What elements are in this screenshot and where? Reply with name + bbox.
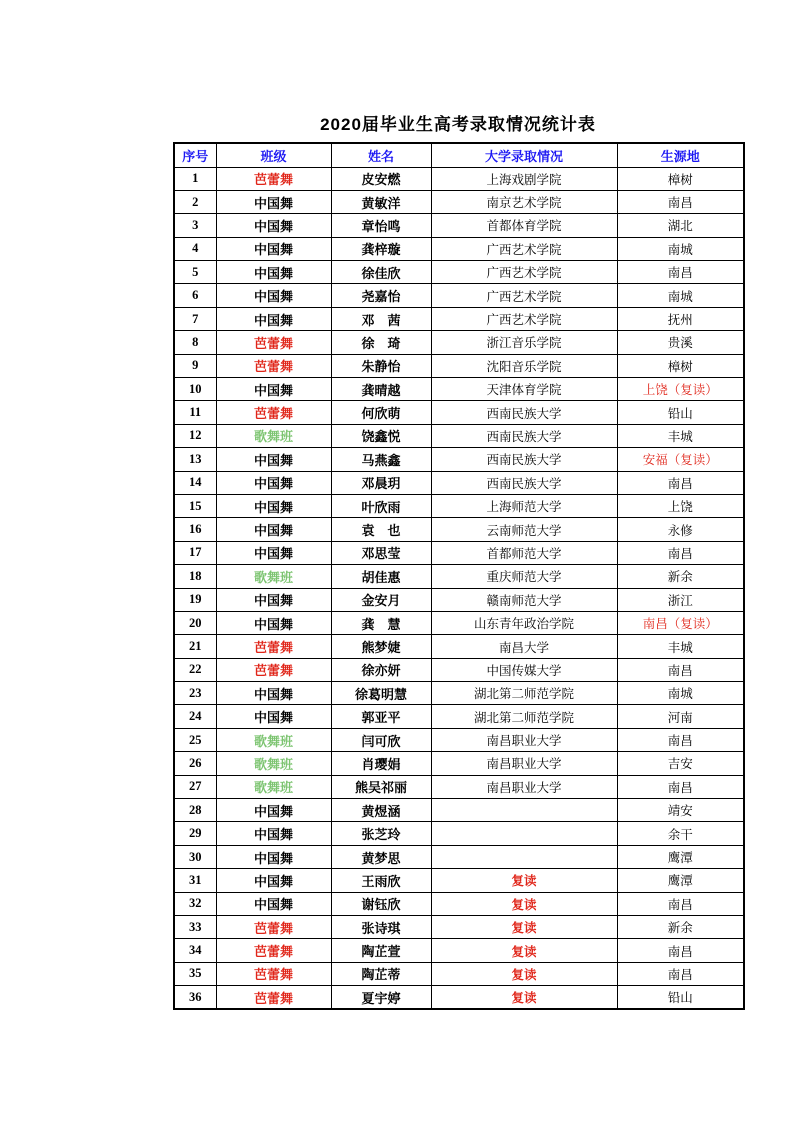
cell-name: 郭亚平 bbox=[331, 705, 431, 728]
admission-table bbox=[173, 142, 745, 1010]
cell-class: 中国舞 bbox=[216, 682, 331, 705]
cell-name: 邓思莹 bbox=[331, 541, 431, 564]
cell-serial: 9 bbox=[174, 354, 216, 377]
table-row bbox=[174, 986, 744, 1009]
cell-serial: 11 bbox=[174, 401, 216, 424]
table-row bbox=[174, 448, 744, 471]
cell-class: 中国舞 bbox=[216, 822, 331, 845]
cell-serial: 26 bbox=[174, 752, 216, 775]
table-row bbox=[174, 378, 744, 401]
cell-class: 中国舞 bbox=[216, 471, 331, 494]
cell-class: 芭蕾舞 bbox=[216, 986, 331, 1009]
cell-origin: 浙江 bbox=[617, 588, 744, 611]
cell-class: 中国舞 bbox=[216, 307, 331, 330]
table-row bbox=[174, 190, 744, 213]
table-row bbox=[174, 565, 744, 588]
table-body bbox=[174, 167, 744, 1009]
cell-name: 陶芷蒂 bbox=[331, 962, 431, 985]
table-row bbox=[174, 401, 744, 424]
cell-origin: 吉安 bbox=[617, 752, 744, 775]
page-title: 2020届毕业生高考录取情况统计表 bbox=[320, 115, 596, 134]
cell-serial: 33 bbox=[174, 916, 216, 939]
cell-admission: 西南民族大学 bbox=[431, 448, 617, 471]
cell-origin: 安福（复读） bbox=[617, 448, 744, 471]
cell-admission: 湖北第二师范学院 bbox=[431, 705, 617, 728]
cell-origin: 鹰潭 bbox=[617, 869, 744, 892]
cell-admission: 西南民族大学 bbox=[431, 471, 617, 494]
cell-class: 中国舞 bbox=[216, 378, 331, 401]
cell-origin: 余干 bbox=[617, 822, 744, 845]
cell-serial: 16 bbox=[174, 518, 216, 541]
cell-name: 黄梦思 bbox=[331, 845, 431, 868]
table-row bbox=[174, 799, 744, 822]
cell-name: 黄煜涵 bbox=[331, 799, 431, 822]
cell-name: 胡佳惠 bbox=[331, 565, 431, 588]
cell-origin: 南昌 bbox=[617, 962, 744, 985]
cell-serial: 22 bbox=[174, 658, 216, 681]
cell-origin: 南昌 bbox=[617, 658, 744, 681]
cell-admission: 复读 bbox=[431, 962, 617, 985]
cell-serial: 13 bbox=[174, 448, 216, 471]
cell-class: 中国舞 bbox=[216, 588, 331, 611]
cell-admission: 浙江音乐学院 bbox=[431, 331, 617, 354]
table-row bbox=[174, 822, 744, 845]
cell-class: 中国舞 bbox=[216, 845, 331, 868]
table-row bbox=[174, 471, 744, 494]
table-row bbox=[174, 518, 744, 541]
cell-admission: 赣南师范大学 bbox=[431, 588, 617, 611]
table-row bbox=[174, 354, 744, 377]
table-row bbox=[174, 752, 744, 775]
cell-admission: 中国传媒大学 bbox=[431, 658, 617, 681]
cell-name: 邓 茜 bbox=[331, 307, 431, 330]
cell-serial: 31 bbox=[174, 869, 216, 892]
cell-class: 芭蕾舞 bbox=[216, 354, 331, 377]
cell-class: 中国舞 bbox=[216, 541, 331, 564]
cell-name: 王雨欣 bbox=[331, 869, 431, 892]
cell-serial: 14 bbox=[174, 471, 216, 494]
cell-admission: 首都师范大学 bbox=[431, 541, 617, 564]
table-row bbox=[174, 635, 744, 658]
cell-origin: 靖安 bbox=[617, 799, 744, 822]
cell-admission: 广西艺术学院 bbox=[431, 261, 617, 284]
cell-class: 中国舞 bbox=[216, 190, 331, 213]
cell-name: 张诗琪 bbox=[331, 916, 431, 939]
cell-name: 金安月 bbox=[331, 588, 431, 611]
cell-admission: 南京艺术学院 bbox=[431, 190, 617, 213]
cell-origin: 南城 bbox=[617, 682, 744, 705]
cell-serial: 27 bbox=[174, 775, 216, 798]
cell-class: 歌舞班 bbox=[216, 775, 331, 798]
cell-admission bbox=[431, 799, 617, 822]
cell-serial: 5 bbox=[174, 261, 216, 284]
cell-origin: 鹰潭 bbox=[617, 845, 744, 868]
cell-admission: 广西艺术学院 bbox=[431, 284, 617, 307]
cell-name: 龚梓璇 bbox=[331, 237, 431, 260]
cell-class: 中国舞 bbox=[216, 869, 331, 892]
table-row bbox=[174, 424, 744, 447]
cell-class: 芭蕾舞 bbox=[216, 635, 331, 658]
cell-admission: 上海戏剧学院 bbox=[431, 167, 617, 190]
cell-class: 歌舞班 bbox=[216, 728, 331, 751]
cell-origin: 湖北 bbox=[617, 214, 744, 237]
cell-origin: 南昌 bbox=[617, 471, 744, 494]
cell-name: 皮安燃 bbox=[331, 167, 431, 190]
cell-origin: 南昌 bbox=[617, 892, 744, 915]
cell-admission: 南昌职业大学 bbox=[431, 775, 617, 798]
cell-admission: 沈阳音乐学院 bbox=[431, 354, 617, 377]
table-row bbox=[174, 775, 744, 798]
cell-class: 歌舞班 bbox=[216, 565, 331, 588]
cell-origin: 南城 bbox=[617, 284, 744, 307]
column-header-4: 生源地 bbox=[617, 143, 744, 167]
cell-origin: 丰城 bbox=[617, 424, 744, 447]
cell-admission: 复读 bbox=[431, 916, 617, 939]
cell-admission: 重庆师范大学 bbox=[431, 565, 617, 588]
table-row bbox=[174, 939, 744, 962]
cell-class: 芭蕾舞 bbox=[216, 916, 331, 939]
cell-serial: 34 bbox=[174, 939, 216, 962]
cell-origin: 抚州 bbox=[617, 307, 744, 330]
cell-origin: 南昌 bbox=[617, 775, 744, 798]
cell-origin: 南昌 bbox=[617, 261, 744, 284]
cell-origin: 贵溪 bbox=[617, 331, 744, 354]
cell-serial: 10 bbox=[174, 378, 216, 401]
cell-name: 肖璎娟 bbox=[331, 752, 431, 775]
cell-admission: 西南民族大学 bbox=[431, 424, 617, 447]
table-row bbox=[174, 916, 744, 939]
cell-name: 徐 琦 bbox=[331, 331, 431, 354]
cell-serial: 7 bbox=[174, 307, 216, 330]
table-row bbox=[174, 728, 744, 751]
cell-class: 中国舞 bbox=[216, 611, 331, 634]
cell-name: 黄敏洋 bbox=[331, 190, 431, 213]
table-row bbox=[174, 261, 744, 284]
cell-admission: 复读 bbox=[431, 869, 617, 892]
column-header-0: 序号 bbox=[174, 143, 216, 167]
cell-origin: 永修 bbox=[617, 518, 744, 541]
table-row bbox=[174, 494, 744, 517]
cell-serial: 29 bbox=[174, 822, 216, 845]
cell-class: 中国舞 bbox=[216, 799, 331, 822]
cell-origin: 新余 bbox=[617, 565, 744, 588]
cell-origin: 上饶（复读） bbox=[617, 378, 744, 401]
cell-serial: 17 bbox=[174, 541, 216, 564]
cell-class: 中国舞 bbox=[216, 494, 331, 517]
cell-name: 熊梦婕 bbox=[331, 635, 431, 658]
cell-class: 歌舞班 bbox=[216, 752, 331, 775]
cell-admission: 广西艺术学院 bbox=[431, 307, 617, 330]
cell-class: 芭蕾舞 bbox=[216, 962, 331, 985]
cell-class: 芭蕾舞 bbox=[216, 331, 331, 354]
cell-name: 陶芷萱 bbox=[331, 939, 431, 962]
cell-admission: 广西艺术学院 bbox=[431, 237, 617, 260]
table-row bbox=[174, 167, 744, 190]
cell-name: 马燕鑫 bbox=[331, 448, 431, 471]
cell-class: 中国舞 bbox=[216, 448, 331, 471]
cell-admission: 复读 bbox=[431, 986, 617, 1009]
cell-class: 芭蕾舞 bbox=[216, 167, 331, 190]
cell-origin: 南昌 bbox=[617, 939, 744, 962]
cell-serial: 15 bbox=[174, 494, 216, 517]
cell-class: 中国舞 bbox=[216, 214, 331, 237]
table-row bbox=[174, 541, 744, 564]
cell-origin: 上饶 bbox=[617, 494, 744, 517]
cell-serial: 1 bbox=[174, 167, 216, 190]
cell-admission: 西南民族大学 bbox=[431, 401, 617, 424]
cell-class: 芭蕾舞 bbox=[216, 401, 331, 424]
cell-name: 叶欣雨 bbox=[331, 494, 431, 517]
cell-admission bbox=[431, 822, 617, 845]
cell-serial: 12 bbox=[174, 424, 216, 447]
cell-origin: 铅山 bbox=[617, 986, 744, 1009]
cell-class: 芭蕾舞 bbox=[216, 658, 331, 681]
cell-serial: 3 bbox=[174, 214, 216, 237]
cell-serial: 4 bbox=[174, 237, 216, 260]
cell-admission: 天津体育学院 bbox=[431, 378, 617, 401]
cell-serial: 24 bbox=[174, 705, 216, 728]
column-header-2: 姓名 bbox=[331, 143, 431, 167]
cell-admission: 南昌职业大学 bbox=[431, 728, 617, 751]
cell-origin: 新余 bbox=[617, 916, 744, 939]
cell-serial: 6 bbox=[174, 284, 216, 307]
cell-name: 徐亦妍 bbox=[331, 658, 431, 681]
cell-admission: 首都体育学院 bbox=[431, 214, 617, 237]
column-header-1: 班级 bbox=[216, 143, 331, 167]
cell-name: 何欣萌 bbox=[331, 401, 431, 424]
cell-name: 袁 也 bbox=[331, 518, 431, 541]
cell-name: 龚 慧 bbox=[331, 611, 431, 634]
table-row bbox=[174, 588, 744, 611]
cell-class: 中国舞 bbox=[216, 705, 331, 728]
cell-admission: 复读 bbox=[431, 892, 617, 915]
cell-serial: 20 bbox=[174, 611, 216, 634]
cell-name: 尧嘉怡 bbox=[331, 284, 431, 307]
cell-origin: 樟树 bbox=[617, 354, 744, 377]
cell-origin: 南昌（复读） bbox=[617, 611, 744, 634]
table-row bbox=[174, 892, 744, 915]
cell-name: 徐佳欣 bbox=[331, 261, 431, 284]
cell-name: 朱静怡 bbox=[331, 354, 431, 377]
cell-origin: 南昌 bbox=[617, 190, 744, 213]
table-row bbox=[174, 682, 744, 705]
cell-serial: 25 bbox=[174, 728, 216, 751]
cell-origin: 丰城 bbox=[617, 635, 744, 658]
cell-name: 闫可欣 bbox=[331, 728, 431, 751]
table-row bbox=[174, 705, 744, 728]
cell-class: 芭蕾舞 bbox=[216, 939, 331, 962]
cell-serial: 2 bbox=[174, 190, 216, 213]
table-row bbox=[174, 962, 744, 985]
cell-class: 歌舞班 bbox=[216, 424, 331, 447]
column-header-3: 大学录取情况 bbox=[431, 143, 617, 167]
cell-class: 中国舞 bbox=[216, 284, 331, 307]
cell-name: 夏宇婷 bbox=[331, 986, 431, 1009]
table-row bbox=[174, 284, 744, 307]
cell-name: 龚晴越 bbox=[331, 378, 431, 401]
table-header-row bbox=[174, 143, 744, 167]
cell-serial: 30 bbox=[174, 845, 216, 868]
table-row bbox=[174, 237, 744, 260]
cell-serial: 19 bbox=[174, 588, 216, 611]
cell-class: 中国舞 bbox=[216, 237, 331, 260]
cell-admission bbox=[431, 845, 617, 868]
cell-serial: 32 bbox=[174, 892, 216, 915]
cell-serial: 21 bbox=[174, 635, 216, 658]
cell-admission: 山东青年政治学院 bbox=[431, 611, 617, 634]
cell-name: 章怡鸣 bbox=[331, 214, 431, 237]
cell-admission: 上海师范大学 bbox=[431, 494, 617, 517]
table-row bbox=[174, 869, 744, 892]
cell-admission: 复读 bbox=[431, 939, 617, 962]
cell-origin: 铅山 bbox=[617, 401, 744, 424]
table-row bbox=[174, 845, 744, 868]
cell-name: 熊吴祁丽 bbox=[331, 775, 431, 798]
cell-name: 徐葛明慧 bbox=[331, 682, 431, 705]
cell-serial: 36 bbox=[174, 986, 216, 1009]
cell-admission: 南昌职业大学 bbox=[431, 752, 617, 775]
cell-admission: 云南师范大学 bbox=[431, 518, 617, 541]
cell-name: 谢钰欣 bbox=[331, 892, 431, 915]
table-row bbox=[174, 611, 744, 634]
table-row bbox=[174, 307, 744, 330]
cell-origin: 南昌 bbox=[617, 541, 744, 564]
cell-admission: 湖北第二师范学院 bbox=[431, 682, 617, 705]
cell-origin: 南城 bbox=[617, 237, 744, 260]
cell-name: 饶鑫悦 bbox=[331, 424, 431, 447]
cell-admission: 南昌大学 bbox=[431, 635, 617, 658]
table-row bbox=[174, 658, 744, 681]
cell-serial: 8 bbox=[174, 331, 216, 354]
cell-class: 中国舞 bbox=[216, 261, 331, 284]
cell-origin: 樟树 bbox=[617, 167, 744, 190]
cell-name: 张芝玲 bbox=[331, 822, 431, 845]
cell-class: 中国舞 bbox=[216, 892, 331, 915]
cell-serial: 23 bbox=[174, 682, 216, 705]
cell-serial: 18 bbox=[174, 565, 216, 588]
cell-origin: 河南 bbox=[617, 705, 744, 728]
cell-class: 中国舞 bbox=[216, 518, 331, 541]
cell-origin: 南昌 bbox=[617, 728, 744, 751]
table-row bbox=[174, 331, 744, 354]
table-row bbox=[174, 214, 744, 237]
cell-serial: 28 bbox=[174, 799, 216, 822]
cell-serial: 35 bbox=[174, 962, 216, 985]
cell-name: 邓晨玥 bbox=[331, 471, 431, 494]
